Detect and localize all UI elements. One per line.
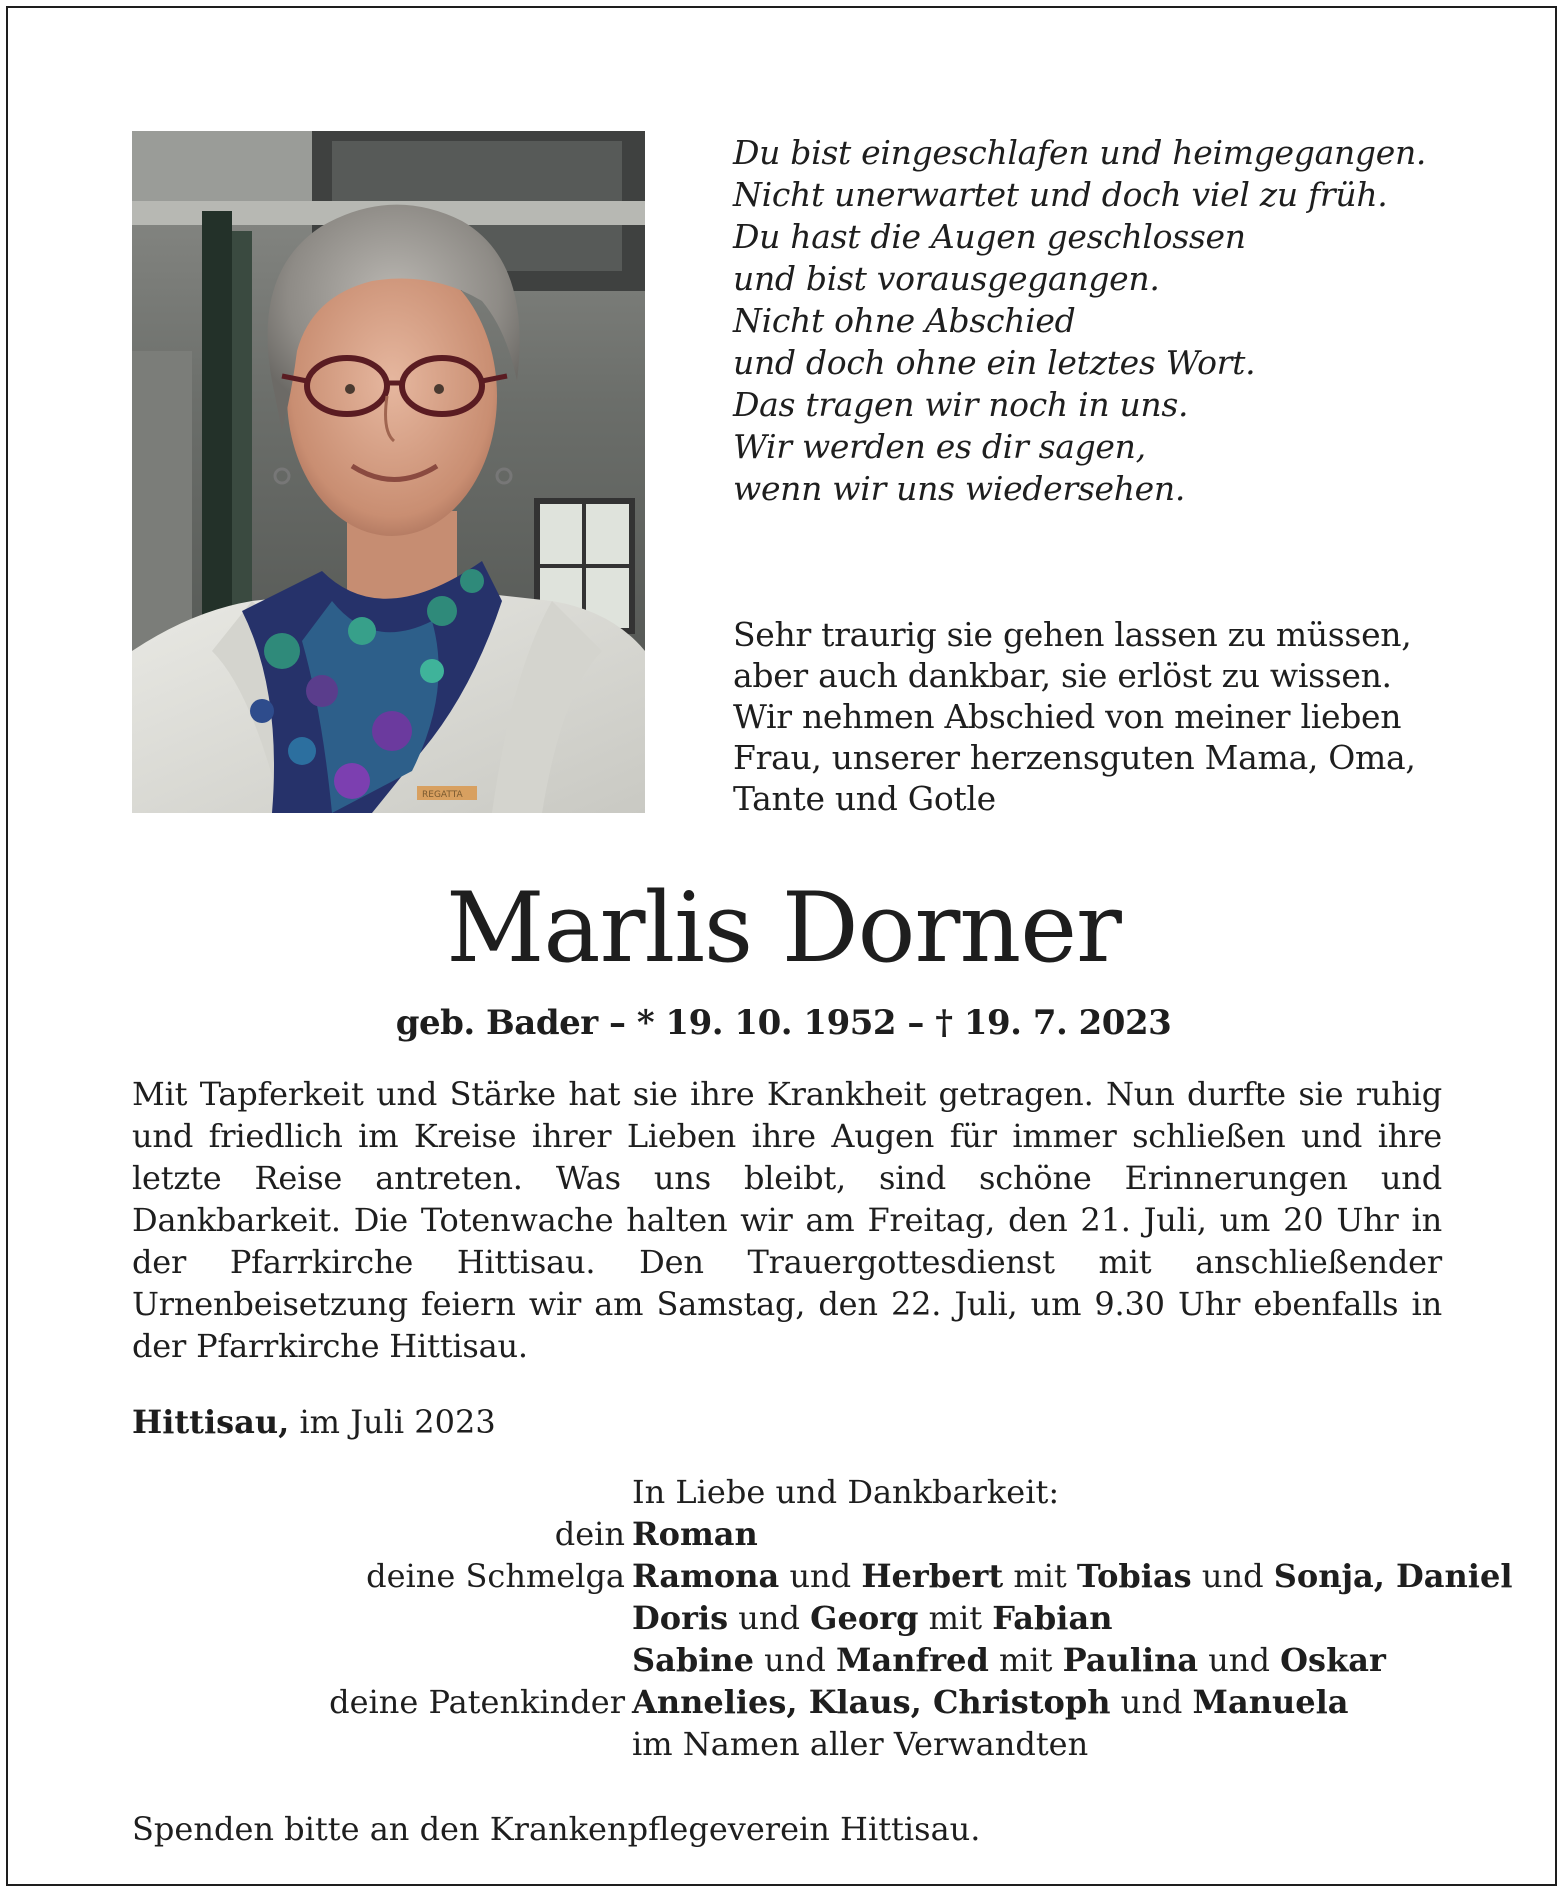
intro-line: aber auch dankbar, sie erlöst zu wissen. [733, 656, 1392, 695]
mourner-role: deine Schmelga [366, 1557, 625, 1595]
intro-line: Tante und Gotle [733, 779, 996, 818]
mourner-row [132, 1555, 1513, 1597]
place-date [132, 1401, 496, 1443]
mourner-row [132, 1681, 1462, 1723]
mourners-list [132, 1471, 1513, 1765]
poem-line: wenn wir uns wiedersehen. [733, 469, 1186, 508]
mourner-role: dein [554, 1515, 625, 1553]
poem-line: Du hast die Augen geschlossen [733, 217, 1246, 256]
donation-note: Spenden bitte an den Krankenpflegeverein Hittisau. [132, 1810, 981, 1848]
poem-line: Nicht ohne Abschied [733, 301, 1076, 340]
poem-line: und bist vorausgegangen. [733, 259, 1160, 298]
mourner-row [132, 1639, 1462, 1681]
mourners-closing: im Namen aller Verwandten [632, 1725, 1089, 1763]
mourner-role: deine Patenkinder [329, 1683, 625, 1721]
jacket-logo-text: REGATTA [422, 790, 463, 800]
mourner-names: Roman [632, 1515, 758, 1553]
intro-line: Sehr traurig sie gehen lassen zu müssen, [733, 615, 1412, 654]
mourner-row [132, 1513, 1462, 1555]
place-month: im Juli 2023 [299, 1403, 496, 1441]
poem-line: Du bist eingeschlafen und heimgegangen. [733, 133, 1427, 172]
mourner-names: Sabine und Manfred mit Paulina und Oskar [632, 1641, 1386, 1679]
mourners-intro-row [132, 1471, 1462, 1513]
birth-death-dates: geb. Bader – * 19. 10. 1952 – † 19. 7. 2023 [395, 1003, 1172, 1043]
farewell-intro [733, 614, 1453, 819]
mourner-names: Ramona und Herbert mit Tobias und Sonja, Daniel [632, 1557, 1513, 1595]
poem-line: Das tragen wir noch in uns. [733, 385, 1189, 424]
mourners-closing-row [132, 1723, 1462, 1765]
deceased-name: Marlis Dorner [446, 872, 1121, 984]
poem-line: Wir werden es dir sagen, [733, 427, 1146, 466]
obituary-body: Mit Tapferkeit und Stärke hat sie ihre Krankheit getragen. Nun durfte sie ruhig und friedlich im Kreise ihrer Lieben ihre Augen für immer schließen und ihre letzte Reise antreten. Was uns bleibt, sind schöne Erinnerungen und Dankbarkeit. Die Totenwache halten wir am Freitag, den 21. Juli, um 20 Uhr in der Pfarrkirche Hittisau. Den Trauergottesdienst mit anschließender Urnenbeisetzung feiern wir am Samstag, den 22. Juli, um 9.30 Uhr ebenfalls in der Pfarrkirche Hittisau. [132, 1075, 1442, 1365]
intro-line: Frau, unserer herzensguten Mama, Oma, [733, 738, 1416, 777]
poem-line: Nicht unerwartet und doch viel zu früh. [733, 175, 1388, 214]
place-town: Hittisau, [132, 1403, 290, 1441]
mourner-names: Annelies, Klaus, Christoph und Manuela [632, 1683, 1349, 1721]
mourners-intro: In Liebe und Dankbarkeit: [632, 1473, 1060, 1511]
intro-line: Wir nehmen Abschied von meiner lieben [733, 697, 1402, 736]
mourner-row [132, 1597, 1462, 1639]
poem [733, 132, 1453, 510]
obituary-page [6, 6, 1557, 1886]
poem-line: und doch ohne ein letztes Wort. [733, 343, 1256, 382]
portrait-photo [132, 131, 645, 813]
mourner-names: Doris und Georg mit Fabian [632, 1599, 1113, 1637]
